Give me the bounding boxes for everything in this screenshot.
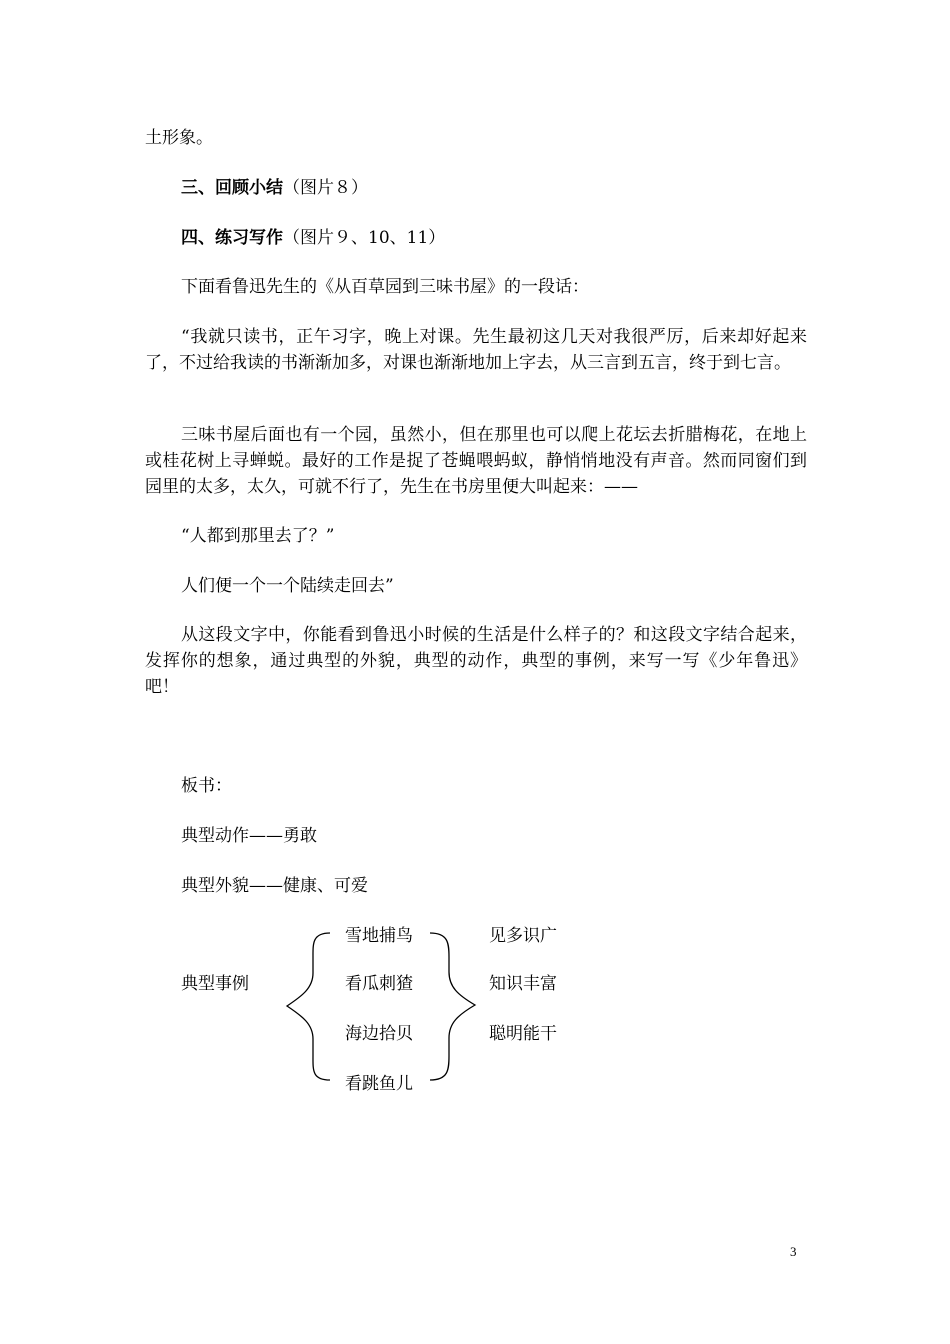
page-number: 3 [790,1244,797,1259]
board-action: 典型动作——勇敢 [181,826,317,846]
example-item-4: 看跳鱼儿 [345,1074,413,1094]
section-4-line [181,224,445,252]
section-3-heading: 三、回顾小结 [181,178,283,198]
right-brace [430,933,475,1080]
section-3-line [181,174,368,202]
quality-item-3: 聪明能干 [489,1024,557,1044]
quote-paragraph-2: 三味书屋后面也有一个园，虽然小，但在那里也可以爬上花坛去折腊梅花，在地上或桂花树上寻蝉蜕。最好的工作是捉了苍蝇喂蚂蚁，静悄悄地没有声音。然而同窗们到园里的太多，太久，可就不行了，先生在书房里便大叫起来：—— [145,425,807,497]
section-3-note: （图片８） [283,178,368,198]
board-label: 板书： [181,776,232,796]
quote-paragraph-3: “人都到那里去了？” [181,526,335,546]
quote-paragraph-4: 人们便一个一个陆续走回去” [181,576,394,596]
example-item-2: 看瓜刺猹 [345,974,413,994]
board-appearance: 典型外貌——健康、可爱 [181,876,368,896]
board-example-label: 典型事例 [181,974,249,994]
continuation-text: 土形象。 [145,128,213,148]
example-item-3: 海边拾贝 [345,1024,413,1044]
quality-item-2: 知识丰富 [489,974,557,994]
intro-text: 下面看鲁迅先生的《从百草园到三味书屋》的一段话： [181,277,589,297]
task-paragraph: 从这段文字中，你能看到鲁迅小时候的生活是什么样子的？和这段文字结合起来，发挥你的想象，通过典型的外貌，典型的动作，典型的事例，来写一写《少年鲁迅》吧！ [145,625,807,697]
quality-item-1: 见多识广 [489,926,557,946]
example-item-1: 雪地捕鸟 [345,926,413,946]
section-4-note: （图片９、10、11） [283,228,446,248]
left-brace [287,933,330,1080]
quote-paragraph-1: “我就只读书，正午习字，晚上对课。先生最初这几天对我很严厉，后来却好起来了，不过给我读的书渐渐加多，对课也渐渐地加上字去，从三言到五言，终于到七言。 [145,327,807,373]
section-4-heading: 四、练习写作 [181,228,283,248]
